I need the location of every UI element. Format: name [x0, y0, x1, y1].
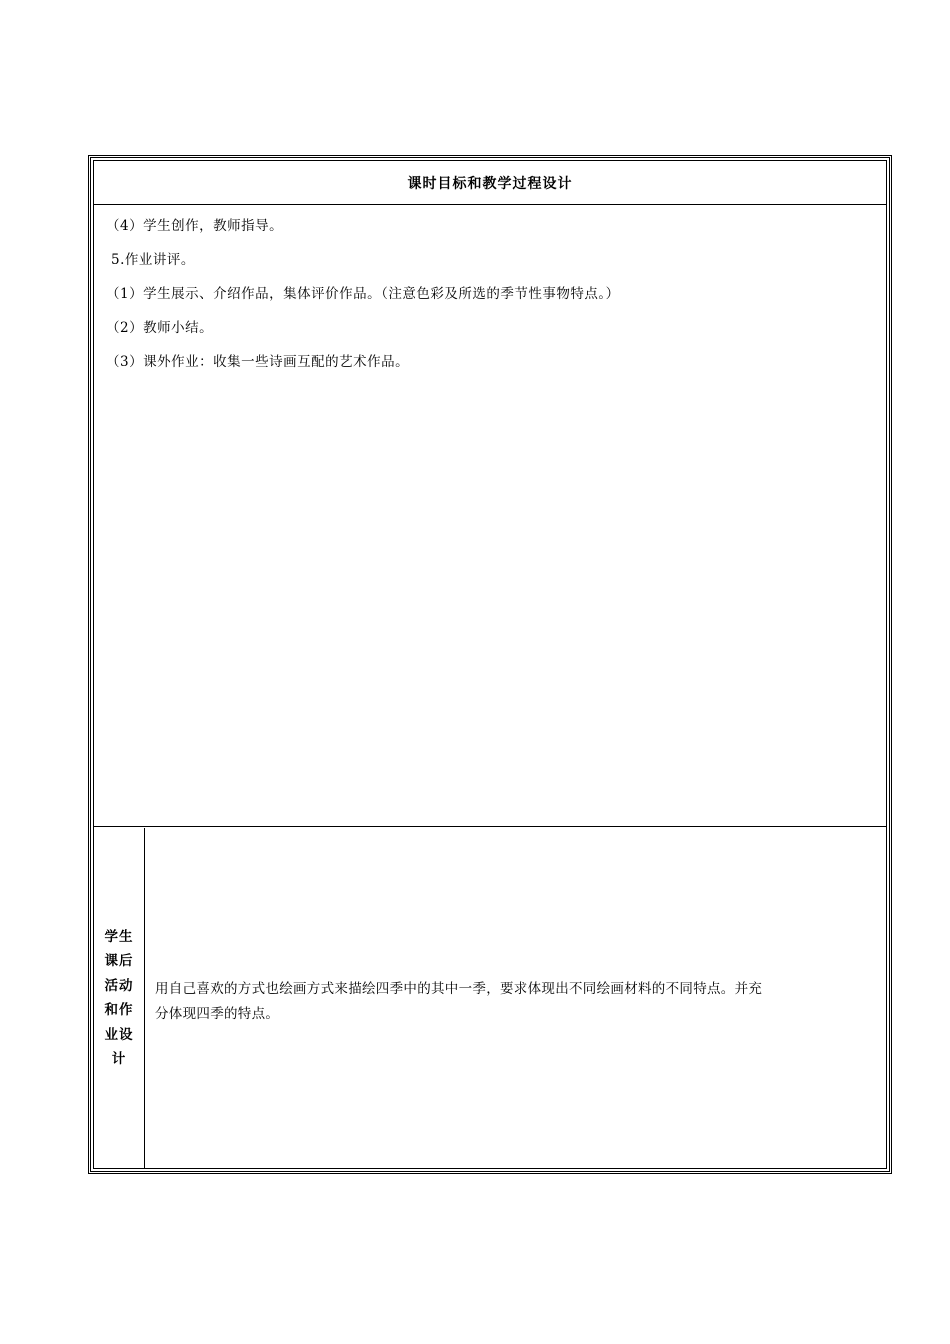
homework-content-cell	[145, 828, 886, 1168]
homework-label-line: 学生	[104, 928, 134, 945]
process-line: （2）教师小结。	[106, 320, 214, 336]
process-line: （1）学生展示、介绍作品，集体评价作品。（注意色彩及所选的季节性事物特点。）	[106, 286, 620, 302]
lesson-table	[88, 155, 892, 1174]
homework-text-line: 用自己喜欢的方式也绘画方式来描绘四季中的其中一季，要求体现出不同绘画材料的不同特点。并充	[155, 981, 763, 997]
process-line: 5.作业讲评。	[111, 252, 195, 268]
homework-row	[94, 828, 886, 1168]
teaching-process-cell	[94, 205, 886, 827]
homework-text-line: 分体现四季的特点。	[155, 1006, 280, 1022]
process-line: （4）学生创作，教师指导。	[106, 218, 284, 234]
homework-label-line: 计	[111, 1051, 127, 1067]
process-line: （3）课外作业：收集一些诗画互配的艺术作品。	[106, 354, 410, 370]
homework-label-line: 课后	[104, 953, 134, 969]
table-header-title: 课时目标和教学过程设计	[407, 175, 573, 192]
homework-label-line: 和作	[104, 1002, 134, 1018]
lesson-table-inner	[93, 160, 887, 1169]
homework-label-line: 业设	[104, 1026, 134, 1043]
homework-label-line: 活动	[104, 977, 134, 994]
homework-text	[155, 977, 762, 1027]
table-header	[94, 161, 886, 205]
homework-label-cell	[94, 828, 145, 1168]
